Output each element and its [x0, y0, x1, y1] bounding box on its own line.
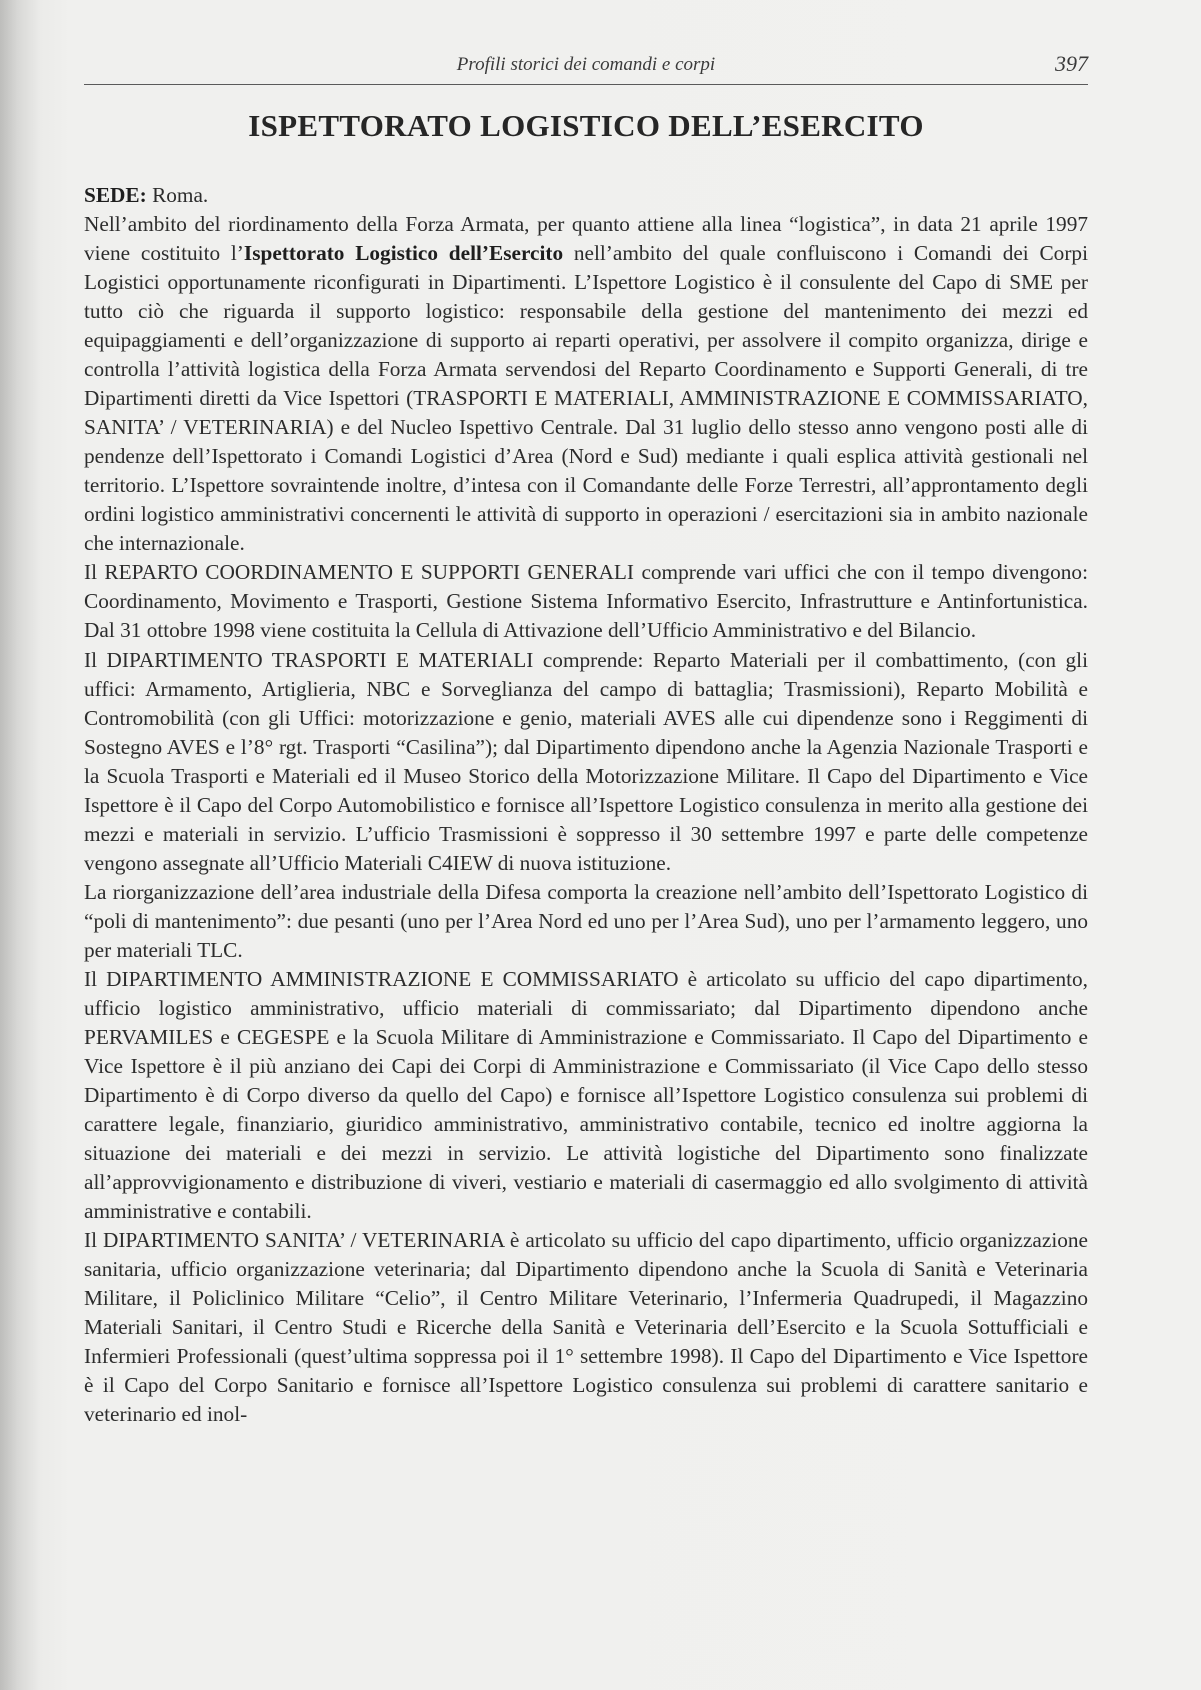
page-number: 397	[1055, 51, 1088, 76]
seat-value: Roma.	[152, 183, 209, 207]
paragraph-reparto-coordinamento: Il REPARTO COORDINAMENTO E SUPPORTI GENERALI comprende vari uffici che con il tempo divengono: Coordinamento, Movimento e Trasporti, Gestione Sistema Informativo Esercito, Infrastrutture e Antinfortunistica. Dal 31 ottobre 1998 viene costituita la Cellula di Attivazione dell’Ufficio Amministrativo e del Bilancio.	[84, 560, 1088, 643]
paragraph-1-text-b: nell’ambito del quale confluiscono i Comandi dei Corpi Logistici opportunamente riconfigurati in Dipartimenti. L’Ispettore Logistico è il consulente del Capo di SME per tutto ciò che riguarda il supporto logistico: responsabile della gestione del mantenimento dei mezzi ed equipaggiamenti e dell’organizzazione di supporto ai reparti operativi, per assolvere il compito organizza, dirige e controlla l’attività logistica della Forza Armata servendosi del Reparto Coordinamento e Supporti Generali, di tre Dipartimenti diretti da Vice Ispettori (TRASPORTI E MATERIALI, AMMINISTRAZIONE E COMMISSARIATO, SANITA’ / VETERINARIA) e del Nucleo Ispettivo Centrale. Dal 31 luglio dello stesso anno vengono posti alle di pendenze dell’Ispettorato i Comandi Logistici d’Area (Nord e Sud) mediante i quali esplica attività gestionali nel territorio. L’Ispettore sovraintende inoltre, d’intesa con il Comandante delle Forze Terrestri, all’approntamento degli ordini logistico amministrativi concernenti le attività di supporto in operazioni / esercitazioni sia in ambito nazionale che internazionale.	[84, 241, 1088, 556]
seat-line	[84, 181, 1088, 210]
running-title: Profili storici dei comandi e corpi	[456, 54, 716, 75]
paragraph-1	[84, 210, 1088, 558]
paragraph-amministrazione-commissariato: Il DIPARTIMENTO AMMINISTRAZIONE E COMMISSARIATO è articolato su ufficio del capo dipartimento, ufficio logistico amministrativo, ufficio materiali di commissariato; dal Dipartimento dipendono anche PERVAMILES e CEGESPE e la Scuola Militare di Amministrazione e Commissariato. Il Capo del Dipartimento e Vice Ispettore è il più anziano dei Capi dei Corpi di Amministrazione e Commissariato (il Vice Capo dello stesso Dipartimento è di Corpo diverso da quello del Capo) e fornisce all’Ispettore Logistico consulenza sui problemi di carattere legale, finanziario, giuridico amministrativo, amministrativo contabile, tecnico ed inoltre aggiorna la situazione dei materiali e dei mezzi in servizio. Le attività logistiche del Dipartimento sono finalizzate all’approvvigionamento e distribuzione di viveri, vestiario e materiali di casermaggio ed allo svolgimento di attività amministrative e contabili.	[84, 966, 1088, 1224]
section-title: ISPETTORATO LOGISTICO DELL’ESERCITO	[248, 108, 924, 143]
running-header	[84, 50, 1088, 85]
paragraph-sanita-veterinaria: Il DIPARTIMENTO SANITA’ / VETERINARIA è articolato su ufficio del capo dipartimento, ufficio organizzazione sanitaria, ufficio organizzazione veterinaria; dal Dipartimento dipendono anche la Scuola di Sanità e Veterinaria Militare, il Policlinico Militare “Celio”, il Centro Militare Veterinario, l’Infermeria Quadrupedi, il Magazzino Materiali Sanitari, il Centro Studi e Ricerche della Sanità e Veterinaria dell’Esercito e la Scuola Sottufficiali e Infermieri Professionali (quest’ultima soppressa poi il 1° settembre 1998). Il Capo del Dipartimento e Vice Ispettore è il Capo del Corpo Sanitario e fornisce all’Ispettore Logistico consulenza sui problemi di carattere sanitario e veterinario ed inol-	[84, 1228, 1088, 1427]
paragraph-trasporti-materiali: Il DIPARTIMENTO TRASPORTI E MATERIALI comprende: Reparto Materiali per il combattimento, (con gli uffici: Armamento, Artiglieria, NBC e Sorveglianza del campo di battaglia; Trasmissioni), Reparto Mobilità e Contromobilità (con gli Uffici: motorizzazione e genio, materiali AVES alle cui dipendenze sono i Reggimenti di Sostegno AVES e l’8° rgt. Trasporti “Casilina”); dal Dipartimento dipendono anche la Agenzia Nazionale Trasporti e la Scuola Trasporti e Materiali ed il Museo Storico della Motorizzazione Militare. Il Capo del Dipartimento e Vice Ispettore è il Capo del Corpo Automobilistico e fornisce all’Ispettore Logistico consulenza in merito alla gestione dei mezzi e materiali in servizio. L’ufficio Trasmissioni è soppresso il 30 settembre 1997 e parte delle competenze vengono assegnate all’Ufficio Materiali C4IEW di nuova istituzione.	[84, 647, 1088, 875]
paragraph-1-bold: Ispettorato Logistico dell’Esercito	[243, 241, 564, 266]
paragraph-poli-mantenimento: La riorganizzazione dell’area industriale della Difesa comporta la creazione nell’ambito dell’Ispettorato Logistico di “poli di mantenimento”: due pesanti (uno per l’Area Nord ed uno per l’Area Sud), uno per l’armamento leggero, uno per materiali TLC.	[84, 879, 1088, 962]
seat-label: SEDE:	[84, 183, 147, 207]
body-text	[84, 181, 1088, 1429]
paragraph-1-text-a: Nell’ambito del riordinamento della Forza Armata, per quanto attiene alla linea “logistica”, in data 21 aprile 1997 viene costituito l’	[84, 212, 1088, 266]
